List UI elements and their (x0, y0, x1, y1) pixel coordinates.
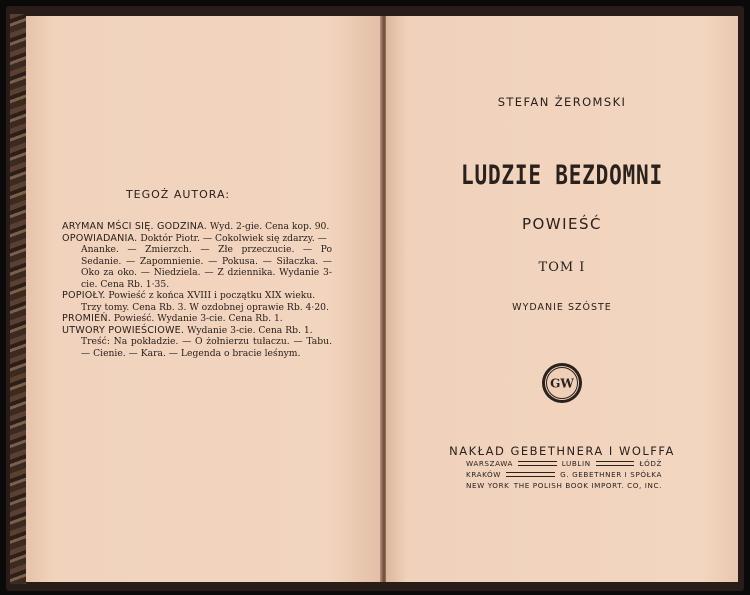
place-name: KRAKÓW (466, 470, 502, 479)
publisher-places-row (466, 470, 662, 479)
work-details: Wydanie 3-cie. Cena Rb. 1. (184, 324, 313, 336)
volume-number: TOM I (538, 260, 586, 275)
work-entry-utwory (62, 325, 332, 337)
place-name: NEW YORK (466, 481, 510, 490)
publisher-places-row (466, 459, 662, 468)
work-entry-popioly (62, 290, 332, 302)
work-entry-promien (62, 313, 332, 325)
work-title: UTWORY POWIEŚCIOWE. (62, 324, 185, 336)
rule-divider (518, 461, 557, 466)
book-subtitle: POWIEŚĆ (521, 215, 603, 233)
place-name: ŁÓDŹ (639, 459, 662, 468)
rule-divider (596, 461, 635, 466)
place-name: WARSZAWA (466, 459, 514, 468)
publisher-name: NAKŁAD GEBETHNERA I WOLFFA (449, 444, 675, 458)
work-details: Powieść. Wydanie 3-cie. Cena Rb. 1. (111, 313, 283, 324)
work-details-continued: Trzy tomy. Cena Rb. 3. W ozdobnej oprawie Rb. 4·20. (81, 301, 329, 313)
work-details-continued: Ananke. — Zmierzch. — Złe przeczucie. — Po Sedanie. — Zapomnienie. — Pokusa. — Siłaczka. — Oko za oko. — Niedziela. — Z dziennika. Wydanie 3-cie. Cena Rb. 1·35. (81, 244, 332, 290)
work-title: POPIOŁY. (62, 290, 106, 301)
place-name: LUBLIN (561, 459, 591, 468)
author-name: STEFAN ŻEROMSKI (497, 95, 627, 109)
seal-monogram: GW (550, 376, 574, 391)
rule-divider (506, 472, 555, 477)
book-title: LUDZIE BEZDOMNI (461, 160, 663, 191)
place-name: THE POLISH BOOK IMPORT. CO, INC. (513, 481, 662, 490)
marbled-endpaper (10, 14, 26, 584)
place-name: G. GEBETHNER I SPÓŁKA (560, 470, 662, 479)
work-details: Powieść z końca XVIII i początku XIX wieku. (105, 290, 316, 301)
work-title: PROMIEŃ. (62, 313, 111, 324)
edition-label: WYDANIE SZÓSTE (512, 302, 612, 313)
work-details: Wyd. 2-gie. Cena kop. 90. (206, 221, 330, 232)
work-entry-aryman (62, 221, 332, 233)
work-details: Doktór Piotr. — Cokolwiek się zdarzy. — (137, 232, 327, 244)
other-works-list (62, 221, 332, 359)
work-title: ARYMAN MŚCI SIĘ. GODZINA. (62, 221, 207, 232)
work-entry-opowiadania (62, 233, 332, 245)
work-details-continued: Treść: Na pokładzie. — O żołnierzu tułaczu. — Tabu. — Cienie. — Kara. — Legenda o bracie leśnym. (81, 336, 332, 359)
publisher-seal-icon (541, 362, 583, 404)
publisher-places-row (466, 481, 662, 490)
work-title: OPOWIADANIA. (62, 232, 138, 244)
other-works-heading: TEGOŻ AUTORA: (125, 188, 231, 201)
